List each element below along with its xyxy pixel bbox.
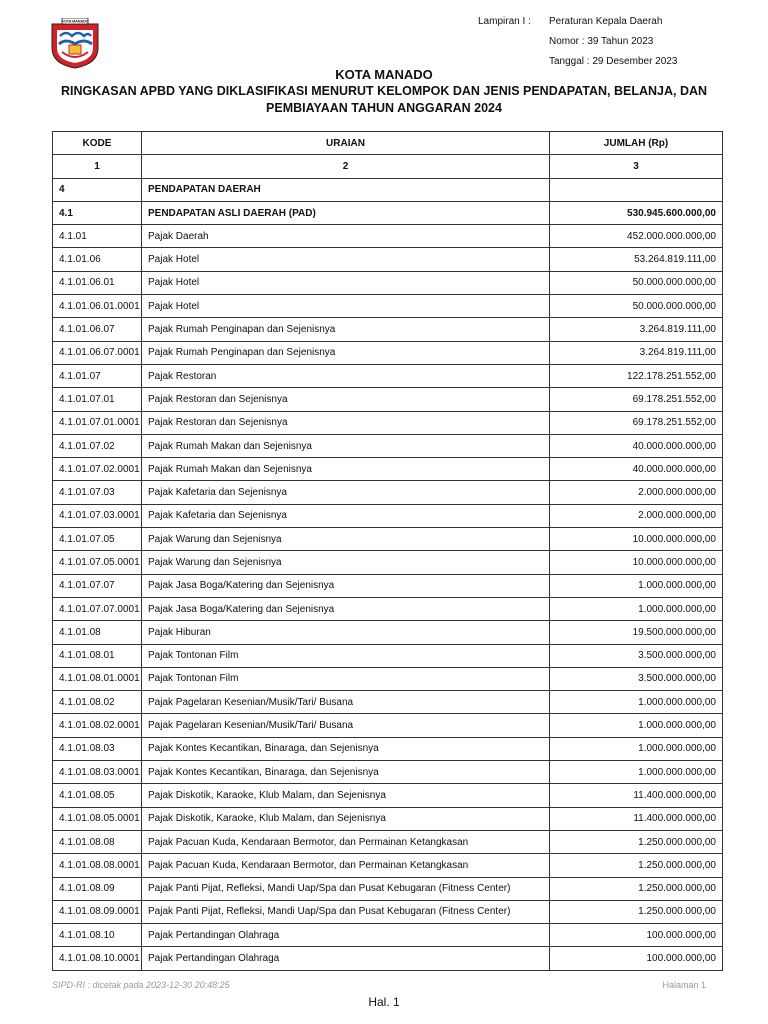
col-number-3: 3 <box>550 155 723 178</box>
uraian-cell: Pajak Diskotik, Karaoke, Klub Malam, dan Sejenisnya <box>142 784 550 807</box>
kode-cell: 4.1.01.08.10 <box>53 924 142 947</box>
kode-cell: 4.1.01.08.05 <box>53 784 142 807</box>
uraian-cell: Pajak Jasa Boga/Katering dan Sejenisnya <box>142 574 550 597</box>
uraian-cell: Pajak Jasa Boga/Katering dan Sejenisnya <box>142 597 550 620</box>
table-row <box>53 947 723 970</box>
header-jumlah: JUMLAH (Rp) <box>550 132 723 155</box>
uraian-cell: Pajak Rumah Makan dan Sejenisnya <box>142 458 550 481</box>
jumlah-cell: 10.000.000.000,00 <box>550 551 723 574</box>
table-row <box>53 434 723 457</box>
kode-cell: 4.1.01.06.07.0001 <box>53 341 142 364</box>
kode-cell: 4.1.01.07.05.0001 <box>53 551 142 574</box>
table-row <box>53 924 723 947</box>
col-number-2: 2 <box>142 155 550 178</box>
table-row <box>53 597 723 620</box>
table-row <box>53 830 723 853</box>
kode-cell: 4.1.01 <box>53 225 142 248</box>
kode-cell: 4.1.01.07.02.0001 <box>53 458 142 481</box>
table-row <box>53 784 723 807</box>
jumlah-cell: 530.945.600.000,00 <box>550 201 723 224</box>
uraian-cell: Pajak Rumah Penginapan dan Sejenisnya <box>142 318 550 341</box>
uraian-cell: Pajak Pacuan Kuda, Kendaraan Bermotor, dan Permainan Ketangkasan <box>142 854 550 877</box>
kode-cell: 4.1.01.07.03.0001 <box>53 504 142 527</box>
print-timestamp: SIPD-RI : dicetak pada 2023-12-30 20:48:25 <box>52 980 230 990</box>
uraian-cell: Pajak Pagelaran Kesenian/Musik/Tari/ Busana <box>142 691 550 714</box>
table-row <box>53 318 723 341</box>
uraian-cell: Pajak Kontes Kecantikan, Binaraga, dan Sejenisnya <box>142 737 550 760</box>
table-body <box>53 178 723 970</box>
jumlah-cell: 1.000.000.000,00 <box>550 597 723 620</box>
jumlah-cell: 1.000.000.000,00 <box>550 691 723 714</box>
jumlah-cell: 1.000.000.000,00 <box>550 574 723 597</box>
jumlah-cell: 1.000.000.000,00 <box>550 714 723 737</box>
table-row <box>53 201 723 224</box>
jumlah-cell: 50.000.000.000,00 <box>550 271 723 294</box>
uraian-cell: Pajak Hotel <box>142 248 550 271</box>
kode-cell: 4.1.01.06.07 <box>53 318 142 341</box>
uraian-cell: Pajak Diskotik, Karaoke, Klub Malam, dan Sejenisnya <box>142 807 550 830</box>
jumlah-cell: 3.264.819.111,00 <box>550 341 723 364</box>
uraian-cell: Pajak Rumah Makan dan Sejenisnya <box>142 434 550 457</box>
regulation-date: Tanggal : 29 Desember 2023 <box>549 56 678 67</box>
table-row <box>53 364 723 387</box>
jumlah-cell: 1.250.000.000,00 <box>550 854 723 877</box>
kode-cell: 4.1.01.07.01 <box>53 388 142 411</box>
header-kode: KODE <box>53 132 142 155</box>
kode-cell: 4.1.01.07.03 <box>53 481 142 504</box>
jumlah-cell: 53.264.819.111,00 <box>550 248 723 271</box>
kode-cell: 4 <box>53 178 142 201</box>
uraian-cell: Pajak Panti Pijat, Refleksi, Mandi Uap/Spa dan Pusat Kebugaran (Fitness Center) <box>142 877 550 900</box>
jumlah-cell: 69.178.251.552,00 <box>550 411 723 434</box>
kode-cell: 4.1.01.06 <box>53 248 142 271</box>
kode-cell: 4.1.01.08 <box>53 621 142 644</box>
uraian-cell: PENDAPATAN ASLI DAERAH (PAD) <box>142 201 550 224</box>
jumlah-cell: 11.400.000.000,00 <box>550 784 723 807</box>
lampiran-label: Lampiran I : <box>478 16 531 27</box>
table-row <box>53 807 723 830</box>
col-number-1: 1 <box>53 155 142 178</box>
uraian-cell: Pajak Tontonan Film <box>142 667 550 690</box>
jumlah-cell: 1.250.000.000,00 <box>550 900 723 923</box>
table-row <box>53 761 723 784</box>
page-number: Hal. 1 <box>368 995 400 1009</box>
uraian-cell: Pajak Restoran dan Sejenisnya <box>142 388 550 411</box>
uraian-cell: Pajak Hiburan <box>142 621 550 644</box>
jumlah-cell: 122.178.251.552,00 <box>550 364 723 387</box>
jumlah-cell: 50.000.000.000,00 <box>550 295 723 318</box>
title-line-3: PEMBIAYAAN TAHUN ANGGARAN 2024 <box>266 101 502 115</box>
jumlah-cell: 100.000.000,00 <box>550 924 723 947</box>
kode-cell: 4.1.01.08.03.0001 <box>53 761 142 784</box>
kode-cell: 4.1.01.06.01.0001 <box>53 295 142 318</box>
kode-cell: 4.1.01.07.01.0001 <box>53 411 142 434</box>
kode-cell: 4.1.01.08.02 <box>53 691 142 714</box>
table-row <box>53 458 723 481</box>
jumlah-cell: 40.000.000.000,00 <box>550 434 723 457</box>
table-row <box>53 900 723 923</box>
jumlah-cell: 10.000.000.000,00 <box>550 528 723 551</box>
table-row <box>53 854 723 877</box>
column-number-row <box>53 155 723 178</box>
table-row <box>53 411 723 434</box>
table-row <box>53 574 723 597</box>
table-row <box>53 248 723 271</box>
kode-cell: 4.1.01.08.05.0001 <box>53 807 142 830</box>
jumlah-cell: 1.250.000.000,00 <box>550 830 723 853</box>
table-row <box>53 667 723 690</box>
kode-cell: 4.1.01.08.01.0001 <box>53 667 142 690</box>
uraian-cell: Pajak Warung dan Sejenisnya <box>142 528 550 551</box>
uraian-cell: Pajak Pertandingan Olahraga <box>142 947 550 970</box>
halaman-label: Halaman 1 <box>662 980 706 990</box>
jumlah-cell: 100.000.000,00 <box>550 947 723 970</box>
kode-cell: 4.1.01.07.02 <box>53 434 142 457</box>
kode-cell: 4.1.01.07.05 <box>53 528 142 551</box>
table-row <box>53 481 723 504</box>
uraian-cell: Pajak Restoran dan Sejenisnya <box>142 411 550 434</box>
table-row <box>53 271 723 294</box>
jumlah-cell: 3.500.000.000,00 <box>550 667 723 690</box>
jumlah-cell: 1.250.000.000,00 <box>550 877 723 900</box>
kode-cell: 4.1.01.08.03 <box>53 737 142 760</box>
kode-cell: 4.1.01.08.08.0001 <box>53 854 142 877</box>
table-row <box>53 691 723 714</box>
kode-cell: 4.1.01.06.01 <box>53 271 142 294</box>
jumlah-cell: 1.000.000.000,00 <box>550 761 723 784</box>
table-row <box>53 551 723 574</box>
uraian-cell: Pajak Hotel <box>142 271 550 294</box>
uraian-cell: Pajak Panti Pijat, Refleksi, Mandi Uap/Spa dan Pusat Kebugaran (Fitness Center) <box>142 900 550 923</box>
kode-cell: 4.1 <box>53 201 142 224</box>
kode-cell: 4.1.01.08.09.0001 <box>53 900 142 923</box>
uraian-cell: Pajak Warung dan Sejenisnya <box>142 551 550 574</box>
jumlah-cell: 1.000.000.000,00 <box>550 737 723 760</box>
table-row <box>53 528 723 551</box>
uraian-cell: Pajak Restoran <box>142 364 550 387</box>
uraian-cell: Pajak Pagelaran Kesenian/Musik/Tari/ Busana <box>142 714 550 737</box>
uraian-cell: Pajak Tontonan Film <box>142 644 550 667</box>
kode-cell: 4.1.01.07.07.0001 <box>53 597 142 620</box>
uraian-cell: Pajak Kafetaria dan Sejenisnya <box>142 481 550 504</box>
jumlah-cell: 40.000.000.000,00 <box>550 458 723 481</box>
kode-cell: 4.1.01.07 <box>53 364 142 387</box>
kode-cell: 4.1.01.08.08 <box>53 830 142 853</box>
uraian-cell: Pajak Rumah Penginapan dan Sejenisnya <box>142 341 550 364</box>
kode-cell: 4.1.01.08.02.0001 <box>53 714 142 737</box>
uraian-cell: Pajak Kontes Kecantikan, Binaraga, dan Sejenisnya <box>142 761 550 784</box>
title-city: KOTA MANADO <box>335 67 433 82</box>
logo-text: KOTA MANADO <box>61 19 89 24</box>
kota-manado-logo <box>48 18 102 70</box>
table-row <box>53 178 723 201</box>
header-uraian: URAIAN <box>142 132 550 155</box>
jumlah-cell: 2.000.000.000,00 <box>550 504 723 527</box>
kode-cell: 4.1.01.08.09 <box>53 877 142 900</box>
table-row <box>53 388 723 411</box>
table-row <box>53 225 723 248</box>
document-title <box>0 66 768 117</box>
table-row <box>53 737 723 760</box>
regulation-title: Peraturan Kepala Daerah <box>549 16 663 27</box>
uraian-cell: PENDAPATAN DAERAH <box>142 178 550 201</box>
table-row <box>53 341 723 364</box>
uraian-cell: Pajak Pertandingan Olahraga <box>142 924 550 947</box>
table-row <box>53 504 723 527</box>
uraian-cell: Pajak Kafetaria dan Sejenisnya <box>142 504 550 527</box>
jumlah-cell: 19.500.000.000,00 <box>550 621 723 644</box>
table-row <box>53 714 723 737</box>
kode-cell: 4.1.01.08.01 <box>53 644 142 667</box>
uraian-cell: Pajak Hotel <box>142 295 550 318</box>
jumlah-cell: 452.000.000.000,00 <box>550 225 723 248</box>
jumlah-cell: 11.400.000.000,00 <box>550 807 723 830</box>
uraian-cell: Pajak Daerah <box>142 225 550 248</box>
kode-cell: 4.1.01.07.07 <box>53 574 142 597</box>
table-row <box>53 295 723 318</box>
uraian-cell: Pajak Pacuan Kuda, Kendaraan Bermotor, dan Permainan Ketangkasan <box>142 830 550 853</box>
jumlah-cell: 3.264.819.111,00 <box>550 318 723 341</box>
table-row <box>53 877 723 900</box>
jumlah-cell: 69.178.251.552,00 <box>550 388 723 411</box>
jumlah-cell <box>550 178 723 201</box>
jumlah-cell: 3.500.000.000,00 <box>550 644 723 667</box>
table-row <box>53 644 723 667</box>
table-row <box>53 621 723 644</box>
kode-cell: 4.1.01.08.10.0001 <box>53 947 142 970</box>
regulation-number: Nomor : 39 Tahun 2023 <box>549 36 654 47</box>
apbd-summary-table <box>52 131 723 971</box>
table-header-row <box>53 132 723 155</box>
title-line-2: RINGKASAN APBD YANG DIKLASIFIKASI MENURUT KELOMPOK DAN JENIS PENDAPATAN, BELANJA, DAN <box>60 84 708 98</box>
jumlah-cell: 2.000.000.000,00 <box>550 481 723 504</box>
